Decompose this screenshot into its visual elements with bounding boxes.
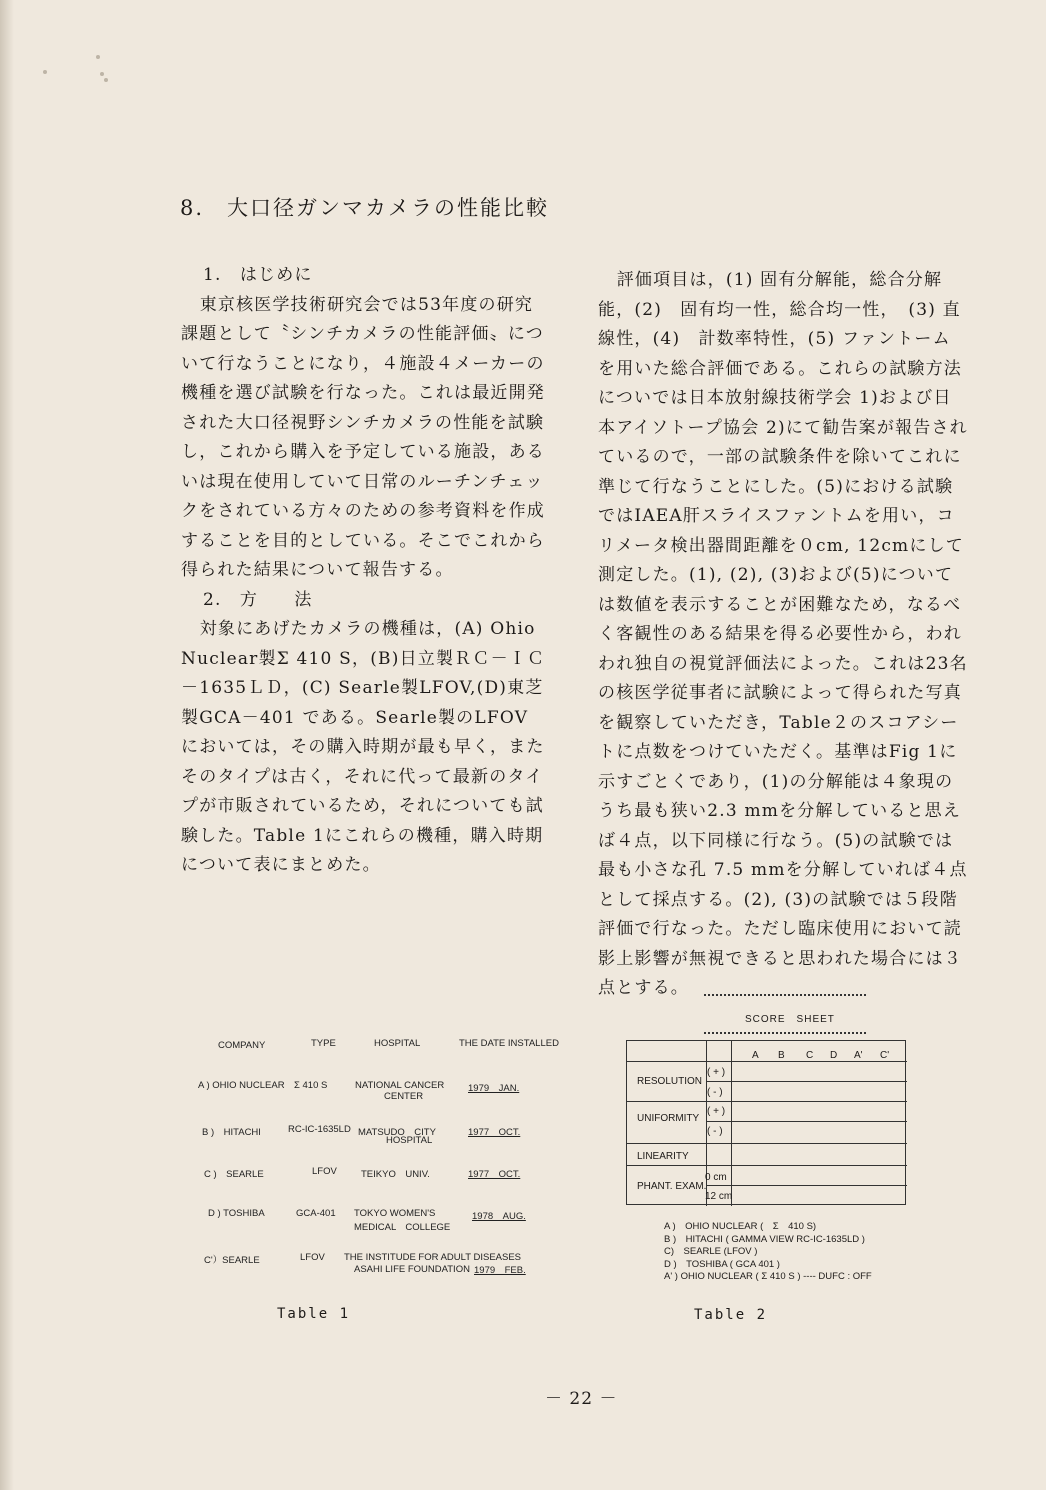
- punch-mark: [104, 78, 108, 82]
- table1-cell-hospital: CENTER: [384, 1091, 424, 1102]
- score-column-header: A': [854, 1050, 863, 1061]
- table1-cell-company: A ) OHIO NUCLEAR: [198, 1080, 285, 1091]
- table2-caption: Table 2: [694, 1307, 768, 1323]
- heading-methods: 2. 方 法: [203, 589, 313, 610]
- score-row-sub: ( + ): [707, 1106, 726, 1117]
- table1-cell-date: 1979 JAN.: [468, 1083, 520, 1094]
- grid-line: [731, 1041, 732, 1206]
- score-row-sub: 12 cm: [705, 1191, 733, 1202]
- score-row-sub: 0 cm: [705, 1172, 727, 1183]
- score-row-sub: ( - ): [707, 1126, 723, 1137]
- left-column: [181, 261, 551, 881]
- score-column-header: C': [880, 1050, 890, 1061]
- table1-header-date: THE DATE INSTALLED: [459, 1038, 559, 1049]
- table1-cell-hospital: MATSUDO CITY: [358, 1127, 436, 1138]
- table1-cell-hospital: TOKYO WOMEN'S: [354, 1208, 436, 1219]
- score-row-label: RESOLUTION: [637, 1076, 703, 1087]
- table1-cell-hospital: NATIONAL CANCER: [355, 1080, 445, 1091]
- score-row-sub: ( - ): [707, 1087, 723, 1098]
- table1-cell-type: LFOV: [300, 1252, 325, 1263]
- right-column: [598, 266, 968, 1004]
- table1-cell-company: D ) TOSHIBA: [208, 1208, 265, 1219]
- grid-line: [627, 1101, 907, 1102]
- table1-caption: Table 1: [277, 1306, 351, 1322]
- legend-item: C) SEARLE (LFOV ): [664, 1246, 758, 1257]
- grid-line: [706, 1185, 907, 1186]
- legend-item: B ) HITACHI ( GAMMA VIEW RC-IC-1635LD ): [664, 1233, 865, 1245]
- score-sheet-legend: [664, 1221, 872, 1284]
- table1-cell-date: 1977 OCT.: [468, 1169, 521, 1180]
- score-row-sub: ( + ): [707, 1067, 726, 1078]
- paragraph-introduction: 東京核医学技術研究会では53年度の研究課題として〝シンチカメラの性能評価〟について行なうことになり，４施設４メーカーの機種を選び試験を行なった。これは最近開発された大口径視野シンチカメラの性能を試験し，これから購入を予定している施設，あるいは現在使用していて日常のルーチンチェックをされている方々のための参考資料を作成することを目的としている。そこでこれから得られた結果について報告する。: [181, 294, 545, 580]
- legend-item: D ) TOSHIBA ( GCA 401 ): [664, 1258, 780, 1270]
- table1-header-company: COMPANY: [218, 1040, 266, 1051]
- score-column-header: C: [806, 1050, 814, 1061]
- grid-line: [627, 1061, 907, 1062]
- section-title: 8. 大口径ガンマカメラの性能比較: [180, 196, 550, 220]
- grid-line: [627, 1143, 907, 1144]
- table1-cell-hospital: ASAHI LIFE FOUNDATION: [354, 1264, 470, 1275]
- paragraph-methods: 対象にあげたカメラの機種は，(A) Ohio Nuclear製Σ 410 S，(B)日立製ＲＣ－ＩＣ－1635ＬＤ，(C) Searle製LFOV,(D)東芝製GCA－401 である。Searle製のLFOV においては，その購入時期が最も早く，またそのタイプは古く，それに代って最新のタイプが市販されているため，それについても試験した。Table 1にこれらの機種，購入時期について表にまとめた。: [181, 619, 546, 875]
- table1-cell-date: 1978 AUG.: [472, 1211, 526, 1222]
- score-column-header: A: [752, 1050, 759, 1061]
- punch-mark: [43, 70, 47, 74]
- heading-introduction: 1. はじめに: [203, 265, 313, 285]
- score-sheet-dotted-rule: [704, 994, 866, 996]
- table1-cell-type: Σ 410 S: [294, 1080, 328, 1091]
- table1-cell-type: RC-IC-1635LD: [288, 1124, 351, 1135]
- legend-item: A' ) OHIO NUCLEAR ( Σ 410 S ) ---- DUFC : OFF: [664, 1271, 872, 1282]
- table1-cell-company: C ) SEARLE: [204, 1169, 264, 1180]
- grid-line: [627, 1165, 907, 1166]
- punch-mark: [96, 55, 100, 59]
- score-sheet-title: SCORE SHEET: [745, 1014, 835, 1025]
- table1-header-type: TYPE: [311, 1038, 336, 1049]
- legend-item: A ) OHIO NUCLEAR ( Σ 410 S): [664, 1221, 817, 1232]
- grid-line: [706, 1121, 907, 1122]
- score-row-label: LINEARITY: [637, 1151, 689, 1162]
- grid-line: [706, 1081, 907, 1082]
- table1-cell-hospital: THE INSTITUDE FOR ADULT DISEASES: [344, 1252, 522, 1263]
- table1-cell-hospital: TEIKYO UNIV.: [361, 1169, 430, 1180]
- table1-cell-company: B ) HITACHI: [202, 1127, 261, 1138]
- table1-header-hospital: HOSPITAL: [374, 1038, 421, 1049]
- score-column-header: D: [830, 1050, 838, 1061]
- table1-cell-date: 1979 FEB.: [474, 1265, 526, 1276]
- punch-mark: [100, 72, 104, 76]
- page-edge-shadow: [0, 0, 14, 1490]
- page-number: － 22 －: [545, 1389, 618, 1409]
- table1-cell-type: GCA-401: [296, 1208, 336, 1219]
- score-sheet-dotted-rule: [704, 1032, 866, 1034]
- table1-cell-company: C'）SEARLE: [204, 1255, 260, 1266]
- table1-cell-hospital: MEDICAL COLLEGE: [354, 1222, 451, 1233]
- score-row-label: UNIFORMITY: [637, 1113, 700, 1124]
- score-row-label: PHANT. EXAM.: [637, 1181, 707, 1192]
- paragraph-evaluation: 評価項目は，(1) 固有分解能，総合分解能，(2) 固有均一性，総合均一性， (3) 直線性，(4) 計数率特性，(5) ファントームを用いた総合評価である。これらの試験方法についでは日本放射線技術学会 1)および日本アイソトープ協会 2)にて勧告案が報告されているので，一部の試験条件を除いてこれに準じて行なうことにした。(5)における試験ではIAEA肝スライスファントムを用い，コリメータ検出器間距離を０cm, 12cmにして測定した。(1), (2), (3)および(5)については数値を表示することが困難なため，なるべく客観性のある結果を得る必要性から，われわれ独自の視覚評価法によった。これは23名の核医学従事者に試験によって得られた写真を観察していただき，Table２のスコアシートに点数をつけていただく。基準はFig 1に示すごとくであり，(1)の分解能は４象現のうち最も狭い2.3 mmを分解していると思えば４点，以下同様に行なう。(5)の試験では最も小さな孔 7.5 mmを分解していれば４点として採点する。(2), (3)の試験では５段階評価で行なった。ただし臨床使用において読影上影響が無視できると思われた場合には３点とする。: [598, 270, 968, 998]
- table1-cell-hospital: HOSPITAL: [386, 1135, 433, 1146]
- score-column-header: B: [778, 1050, 785, 1061]
- table1-cell-date: 1977 OCT.: [468, 1127, 521, 1138]
- table1-cell-type: LFOV: [312, 1166, 337, 1177]
